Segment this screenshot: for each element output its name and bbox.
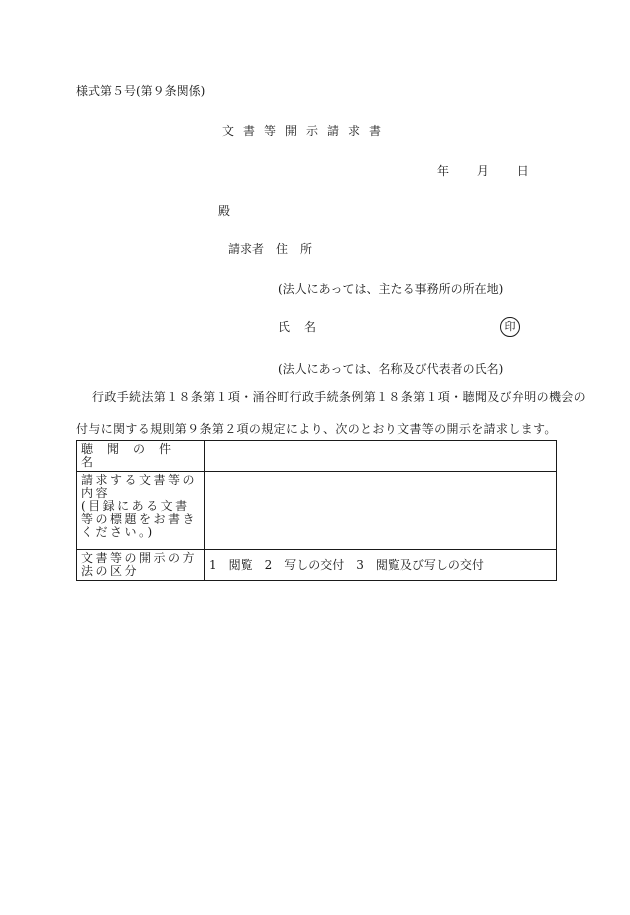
month-label: 月: [476, 164, 489, 178]
table-row: [77, 441, 557, 472]
hearing-subject-field[interactable]: [205, 441, 557, 472]
disclosure-method-options[interactable]: 1 閲覧 2 写しの交付 3 閲覧及び写しの交付: [205, 550, 557, 581]
day-label: 日: [516, 164, 529, 178]
requester-line: [228, 242, 312, 256]
requested-content-note: (目録にある文書等の標題をお書きください。): [81, 499, 198, 539]
hearing-subject-label: 聴聞の件名: [77, 441, 205, 472]
requested-content-label-cell: [77, 472, 205, 550]
requested-content-field[interactable]: [205, 472, 557, 550]
table-row: [77, 550, 557, 581]
requested-content-label: 請求する文書等の内容: [81, 473, 198, 500]
document-title: 文書等開示請求書: [222, 124, 391, 138]
body-text-line-2: 付与に関する規則第９条第２項の規定により、次のとおり文書等の開示を請求します。: [76, 422, 557, 436]
request-table: [76, 440, 557, 581]
addressee-suffix: 殿: [218, 204, 231, 218]
seal-mark: 印: [500, 317, 520, 337]
address-note: (法人にあっては、主たる事務所の所在地): [278, 282, 504, 296]
year-label: 年: [437, 164, 450, 178]
address-label: 住 所: [276, 242, 313, 256]
requester-label: 請求者: [228, 242, 265, 256]
table-row: [77, 472, 557, 550]
disclosure-method-label: 文書等の開示の方法の区分: [77, 550, 205, 581]
name-note: (法人にあっては、名称及び代表者の氏名): [278, 362, 504, 376]
form-number: 様式第５号(第９条関係): [76, 84, 206, 98]
body-text-line-1: 行政手続法第１８条第１項・涌谷町行政手続条例第１８条第１項・聴聞及び弁明の機会の: [92, 390, 587, 404]
name-label: 氏名: [278, 320, 331, 334]
date-line: [437, 164, 529, 178]
